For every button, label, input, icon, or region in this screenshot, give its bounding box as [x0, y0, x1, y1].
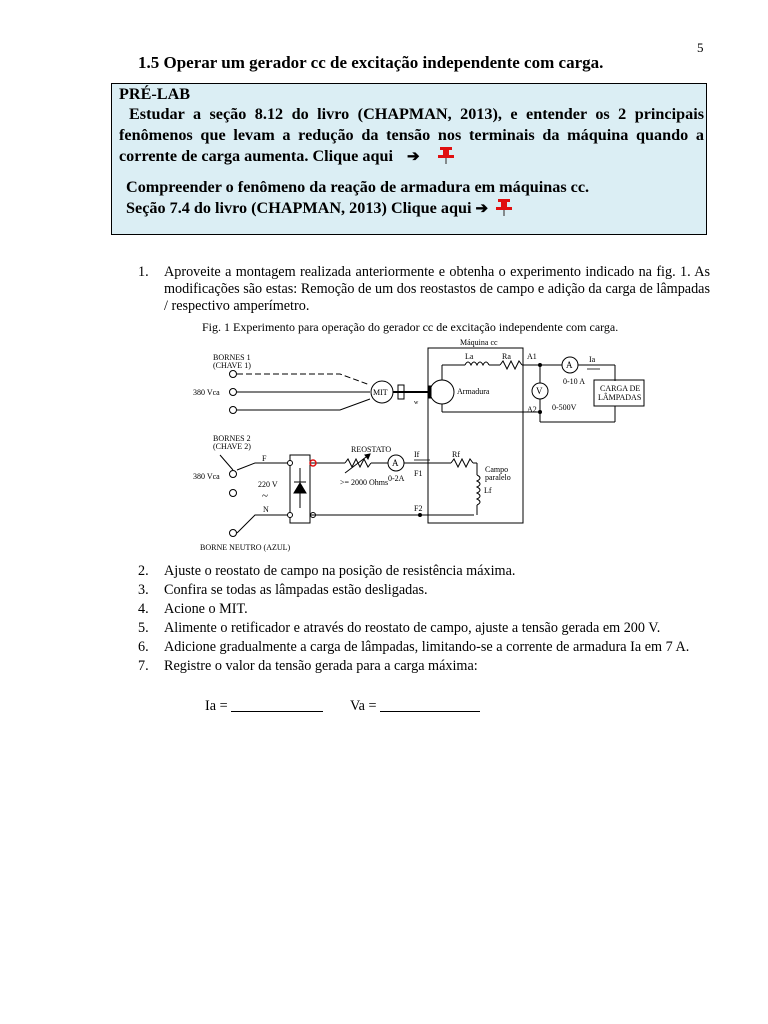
list-item-number: 1. [138, 264, 149, 280]
label-lf: Lf [484, 486, 492, 495]
label-tilde: ~ [262, 490, 268, 502]
circuit-diagram [190, 333, 660, 558]
list-item-number: 2. [138, 563, 149, 579]
label-bornes1: BORNES 1 [213, 353, 251, 362]
label-f2: F2 [414, 504, 423, 513]
list-item-text: Ajuste o reostato de campo na posição de resistência máxima. [164, 563, 516, 579]
label-chave2: (CHAVE 2) [213, 442, 251, 451]
list-item-number: 7. [138, 658, 149, 674]
label-if: If [414, 450, 420, 459]
label-carga2: LÂMPADAS [598, 393, 642, 402]
ia-blank[interactable] [231, 698, 323, 712]
label-armadura: Armadura [457, 387, 490, 396]
label-mit: MIT [373, 388, 388, 397]
label-reostato: REOSTATO [351, 445, 392, 454]
prelab-para1-text: Estudar a seção 8.12 do livro (CHAPMAN, 2013), e entender os 2 principais fenômenos que levam a redução da tensão nos terminais da máquina quando a corrente de carga aumenta. Clique aqui [119, 105, 704, 165]
list-item-text: Acione o MIT. [164, 601, 248, 617]
label-campo2: paralelo [485, 473, 511, 482]
label-220v: 220 V [258, 480, 278, 489]
list-item-text: Alimente o retificador e através do reostato de campo, ajuste a tensão gerada em 200 V. [164, 620, 661, 636]
label-campo1: Campo [485, 465, 509, 474]
list-item-text: Registre o valor da tensão gerada para a carga máxima: [164, 658, 478, 674]
label-carga1: CARGA DE [600, 384, 641, 393]
ia-fill-in [205, 698, 323, 715]
list-item-number: 3. [138, 582, 149, 598]
label-rf: Rf [452, 450, 460, 459]
list-item-number: 5. [138, 620, 149, 636]
prelab-box [111, 83, 707, 235]
label-volt-range: 0-500V [552, 403, 577, 412]
va-fill-in [350, 698, 480, 715]
list-item-text: Adicione gradualmente a carga de lâmpadas, limitando-se a corrente de armadura Ia em 7 A. [164, 639, 690, 655]
label-n: N [263, 505, 269, 514]
arrow-right-icon: ➔ [475, 201, 489, 217]
label-maquina-cc: Máquina cc [460, 338, 498, 347]
label-f1: F1 [414, 469, 423, 478]
label-chave1: (CHAVE 1) [213, 361, 251, 370]
label-borne-neutro: BORNE NEUTRO (AZUL) [200, 543, 291, 552]
ia-label: Ia = [205, 698, 232, 714]
label-ia: Ia [589, 355, 596, 364]
va-label: Va = [350, 698, 381, 714]
meter-a-2: A [392, 458, 399, 468]
section-title: 1.5 Operar um gerador cc de excitação independente com carga. [138, 53, 604, 72]
label-ra: Ra [502, 352, 511, 361]
list-item-text: Confira se todas as lâmpadas estão desligadas. [164, 582, 428, 598]
arrow-right-icon: ➔ [406, 149, 420, 165]
label-amp-range: 0-10 A [563, 377, 585, 386]
label-a2: A2 [527, 405, 537, 414]
label-la: La [465, 352, 474, 361]
prelab-para2-line1: Compreender o fenômeno da reação de armadura em máquinas cc. [126, 178, 590, 196]
label-w: w [414, 400, 419, 406]
label-380v-1: 380 Vca [193, 388, 220, 397]
meter-a-1: A [566, 360, 573, 370]
list-item-number: 4. [138, 601, 149, 617]
prelab-title: PRÉ-LAB [119, 85, 191, 103]
list-item-text: Aproveite a montagem realizada anteriormente e obtenha o experimento indicado na fig. 1. As modificações são estas: Remoção de um dos reostastos de campo e adição da carga de lâmpadas / respectivo amperímetro. [164, 264, 710, 314]
pushpin-link-icon[interactable] [494, 198, 514, 216]
label-f: F [262, 454, 267, 463]
meter-v: V [536, 386, 543, 396]
label-reostato-val: >= 2000 Ohms [340, 478, 389, 487]
prelab-paragraph-2 [126, 177, 701, 220]
prelab-paragraph-1 [119, 104, 704, 168]
va-blank[interactable] [380, 698, 480, 712]
label-a1: A1 [527, 352, 537, 361]
list-item-number: 6. [138, 639, 149, 655]
pushpin-link-icon[interactable] [426, 146, 446, 164]
page-number: 5 [697, 40, 704, 55]
label-bornes2: BORNES 2 [213, 434, 251, 443]
figure-caption: Fig. 1 Experimento para operação do gerador cc de excitação independente com carga. [202, 320, 619, 334]
prelab-para2-line2: Seção 7.4 do livro (CHAPMAN, 2013) Clique aqui [126, 199, 472, 217]
prelab-para2-line2-wrap [126, 198, 701, 220]
label-380v-2: 380 Vca [193, 472, 220, 481]
label-amp-field: 0-2A [388, 474, 405, 483]
